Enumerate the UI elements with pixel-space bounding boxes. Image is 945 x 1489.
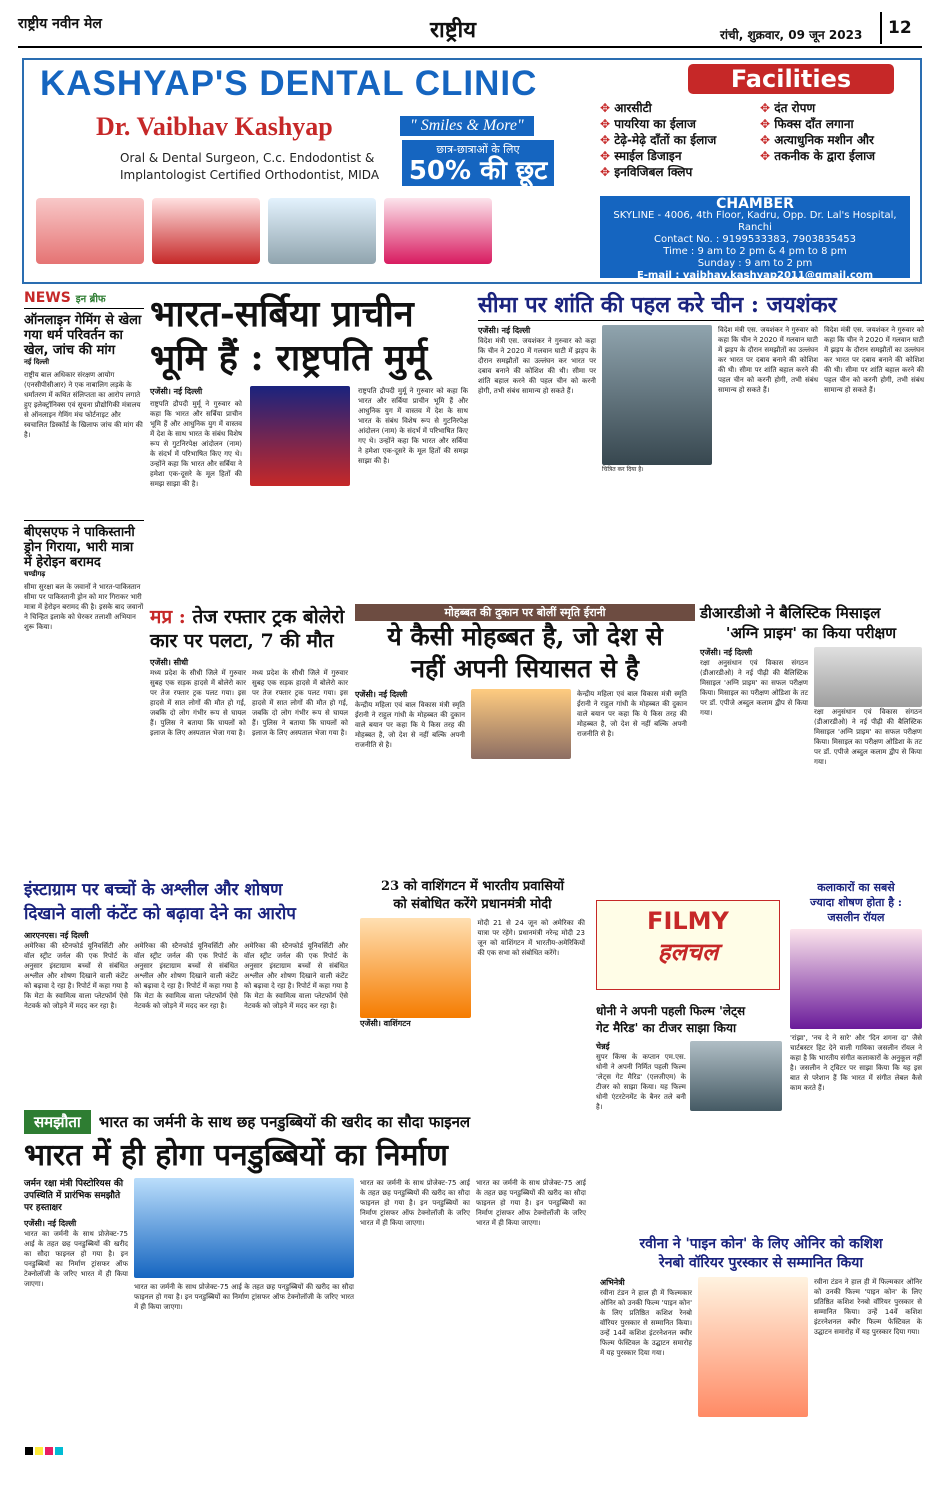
article-title[interactable]: रेनबो वॉरियर पुरस्कार से सम्मानित किया <box>659 1255 863 1271</box>
article-agni-prime <box>700 603 922 767</box>
reg-mark <box>25 1447 33 1455</box>
article-title[interactable]: भारत में ही होगा पनडुब्बियों का निर्माण <box>24 1138 448 1173</box>
article-title[interactable]: जसलीन रॉयल <box>827 911 885 924</box>
article-body: विदेश मंत्री एस. जयशंकर ने गुरुवार को कहा कि चीन ने 2020 में गलवान घाटी में झड़प के दौरान समझौतों का उल्लंघन कर भारत पर दबाव बनाने की कोशिश की थी। सीमा पर शांति बहाल करने की पहल चीन को करनी होगी, तभी संबंध सामान्य हो सकते हैं। <box>478 337 596 395</box>
filmy-halchal-logo <box>596 900 780 990</box>
facilities-list-right <box>760 100 875 164</box>
article-jaishankar <box>478 290 924 475</box>
article-byline: अभिनेत्री <box>600 1278 625 1287</box>
article-byline: आरएनएस। नई दिल्ली <box>24 931 89 940</box>
article-title[interactable]: दिखाने वाली कंटेंट को बढ़ावा देने का आरोप <box>24 904 296 924</box>
qual-line-1: Oral & Dental Surgeon, C.c. Endodontist & <box>120 151 375 165</box>
article-body-continued: भारत का जर्मनी के साथ प्रोजेक्ट-75 आई के तहत छह पनडुब्बियों की खरीद का सौदा फाइनल हो गया है। इन पनडुब्बियों का निर्माण ट्रांसफर ऑफ टेक्नोलॉजी के जरिए भारत में ही किया जाएगा। <box>134 1283 354 1311</box>
article-body-continued: राष्ट्रपति द्रौपदी मुर्मू ने गुरुवार को कहा कि भारत और सर्बिया प्राचीन भूमि हैं और आधुनिक युग में वास्तव में देश के साथ भारत के संबंध विशेष रूप से गुटनिरपेक्ष आंदोलन (नाम) के संदर्भ में परिभाषित किए गए थे। उन्होंने कहा कि भारत और सर्बिया ने हमेशा एक-दूसरे के मूल हितों की समझ साझा की है। <box>358 387 468 465</box>
article-title[interactable]: नहीं अपनी सियासत से है <box>411 654 639 683</box>
halchal-logo-text: हलचल <box>657 938 719 966</box>
article-title[interactable]: को संबोधित करेंगे प्रधानमंत्री मोदी <box>393 897 552 912</box>
doctor-name: Dr. Vaibhav Kashyap <box>96 112 333 141</box>
chamber-address: SKYLINE - 4006, 4th Floor, Kadru, Opp. Dr. Lal's Hospital, Ranchi <box>613 210 897 233</box>
article-title[interactable]: धोनी ने अपनी पहली फिल्म 'लेट्स <box>596 1004 746 1018</box>
chamber-title: CHAMBER <box>716 196 794 212</box>
chamber-info <box>600 196 910 281</box>
smile-image <box>384 198 492 264</box>
article-title[interactable]: कलाकारों का सबसे <box>817 881 895 894</box>
raveena-photo <box>698 1277 808 1417</box>
article-title[interactable]: रवीना ने 'पाइन कोन' के लिए ओनिर को कशिश <box>639 1236 883 1252</box>
smriti-photo <box>471 689 571 759</box>
qualifications <box>120 150 379 184</box>
facility-item: ✥ स्माईल डिजाइन <box>600 148 716 164</box>
article-title[interactable]: डीआरडीओ ने बैलिस्टिक मिसाइल <box>700 604 881 622</box>
article-title[interactable]: 23 को वाशिंगटन में भारतीय प्रवासियों <box>381 879 564 894</box>
photo-caption: चित्रित कर दिया है। <box>602 466 644 473</box>
page-number: 12 <box>888 18 912 38</box>
brief-headline[interactable]: ऑनलाइन गेमिंग से खेला गया धर्म परिवर्तन का खेल, जांच की मांग <box>24 313 142 358</box>
article-body: भारत का जर्मनी के साथ प्रोजेक्ट-75 आई के तहत छह पनडुब्बियों की खरीद का सौदा फाइनल हो गया है। इन पनडुब्बियों का निर्माण ट्रांसफर ऑफ टेक्नोलॉजी के जरिए भारत में ही किया जाएगा। <box>24 1230 128 1288</box>
article-body-continued: अमेरिका की स्टैनफोर्ड यूनिवर्सिटी और वॉल स्ट्रीट जर्नल की एक रिपोर्ट के अनुसार इंस्टाग्राम बच्चों से संबंधित अश्लील और शोषण दिखाने वाली कंटेंट को बढ़ावा दे रहा है। रिपोर्ट में कहा गया है कि मेटा के स्वामित्व वाला प्लेटफॉर्म ऐसे नेटवर्क को जोड़ने में मदद कर रहा है। <box>134 942 238 1010</box>
braces-image <box>152 198 260 264</box>
facility-item: ✥ इनविजिबल क्लिप <box>600 164 716 180</box>
article-body: रक्षा अनुसंधान एवं विकास संगठन (डीआरडीओ) ने नई पीढ़ी की बैलिस्टिक मिसाइल 'अग्नि प्राइम' का सफल परीक्षण किया। मिसाइल का परीक्षण ओडिशा के तट पर डॉ. एपीजे अब्दुल कलाम द्वीप से किया गया। <box>700 659 808 717</box>
article-title[interactable]: कार पर पलटा, 7 की मौत <box>150 630 334 652</box>
article-body-continued: विदेश मंत्री एस. जयशंकर ने गुरुवार को कहा कि चीन ने 2020 में गलवान घाटी में झड़प के दौरान समझौतों का उल्लंघन कर भारत पर दबाव बनाने की कोशिश की थी। सीमा पर शांति बहाल करने की पहल चीन को करनी होगी, तभी संबंध सामान्य हो सकते हैं। <box>718 326 818 394</box>
qual-line-2: Implantologist Certified Orthodontist, MIDA <box>120 168 380 182</box>
article-byline: एजेंसी। नई दिल्ली <box>700 648 753 657</box>
jasleen-photo <box>790 929 922 1029</box>
article-byline: एजेंसी। नई दिल्ली <box>150 387 203 396</box>
article-body: अमेरिका की स्टैनफोर्ड यूनिवर्सिटी और वॉल स्ट्रीट जर्नल की एक रिपोर्ट के अनुसार इंस्टाग्राम बच्चों से संबंधित अश्लील और शोषण दिखाने वाली कंटेंट को बढ़ावा दे रहा है। रिपोर्ट में कहा गया है कि मेटा के स्वामित्व वाला प्लेटफॉर्म ऐसे नेटवर्क को जोड़ने में मदद कर रहा है। <box>24 942 128 1010</box>
article-smriti-irani <box>355 604 695 759</box>
chamber-contact: Contact No. : 9199533383, 7903835453 <box>653 234 857 245</box>
brief-headline[interactable]: बीएसएफ ने पाकिस्तानी ड्रोन गिराया, भारी मात्रा में हेरोइन बरामद <box>24 525 135 570</box>
article-byline: एजेंसी। नई दिल्ली <box>355 690 408 699</box>
article-title[interactable]: इंस्टाग्राम पर बच्चों के अश्लील और शोषण <box>24 880 283 900</box>
article-title[interactable]: तेज रफ्तार ट्रक बोलेरो <box>192 606 345 628</box>
article-byline: एजेंसी। नई दिल्ली <box>24 1219 77 1228</box>
article-byline: एजेंसी। सीधी <box>150 658 189 667</box>
facility-item: ✥ दंत रोपण <box>760 100 875 116</box>
brief-byline: चण्डीगढ़ <box>24 570 46 578</box>
news-tag <box>24 290 144 306</box>
article-dhoni-film <box>596 1003 784 1112</box>
article-truck-accident <box>150 605 350 738</box>
article-title[interactable]: भूमि हैं : राष्ट्रपति मुर्मू <box>150 337 428 379</box>
dentures-image <box>36 198 144 264</box>
clinic-name: KASHYAP'S DENTAL CLINIC <box>40 64 538 103</box>
divider <box>24 520 144 521</box>
dental-images <box>36 198 506 264</box>
article-title[interactable]: ये कैसी मोहब्बत है, जो देश से <box>387 622 663 651</box>
brief-label: इन ब्रीफ <box>75 294 106 305</box>
facilities-title: Facilities <box>688 64 894 94</box>
dhoni-film-photo <box>690 1041 782 1111</box>
offer-percent: 50% की छूट <box>408 156 548 186</box>
facilities-list-left <box>600 100 716 180</box>
article-body: राष्ट्रपति द्रौपदी मुर्मू ने गुरुवार को कहा कि भारत और सर्बिया प्राचीन भूमि हैं और आधुनिक युग में वास्तव में देश के साथ भारत के संबंध विशेष रूप से गुटनिरपेक्ष आंदोलन (नाम) के संदर्भ में परिभाषित किए गए थे। उन्होंने कहा कि भारत और सर्बिया ने हमेशा एक-दूसरे के मूल हितों की समझ साझा की है। <box>150 400 242 488</box>
newspaper-logo: राष्ट्रीय नवीन मेल <box>18 16 102 32</box>
article-instagram <box>24 878 354 1011</box>
news-brief-column <box>24 290 144 632</box>
article-body-continued: विदेश मंत्री एस. जयशंकर ने गुरुवार को कहा कि चीन ने 2020 में गलवान घाटी में झड़प के दौरान समझौतों का उल्लंघन कर भारत पर दबाव बनाने की कोशिश की थी। सीमा पर शांति बहाल करने की पहल चीन को करनी होगी, तभी संबंध सामान्य हो सकते हैं। <box>824 326 924 394</box>
facility-item: ✥ अत्याधुनिक मशीन और <box>760 132 875 148</box>
implant-image <box>268 198 376 264</box>
article-byline: एजेंसी। वाशिंगटन <box>360 1019 411 1028</box>
article-modi-washington <box>360 878 585 1029</box>
student-offer <box>402 140 554 186</box>
article-title[interactable]: गेट मैरिड' का टीजर साझा किया <box>596 1021 737 1035</box>
article-body: 'रांझा', 'नच दे ने सारे' और 'दिन शगना दा' जैसे चार्टबस्टर हिट देने वाली गायिका जसलीन रॉयल ने कहा है कि भारतीय संगीत कलाकारों के अनुकूल नहीं है। जसलीन ने ट्विटर पर साझा किया कि यह इस बात से परेशान हैं कि भारत में संगीत लेबल कैसे काम करते हैं। <box>790 1034 922 1092</box>
issue-date: रांची, शुक्रवार, 09 जून 2023 <box>720 28 863 42</box>
article-kicker: मोहब्बत की दुकान पर बोलीं स्मृति ईरानी <box>355 604 695 621</box>
modi-photo <box>360 918 471 1018</box>
article-body: मोदी 21 से 24 जून को अमेरिका की यात्रा पर रहेंगे। प्रधानमंत्री नरेन्द्र मोदी 23 जून को वाशिंगटन में भारतीय-अमेरिकियों की एक सभा को संबोधित करेंगे। <box>477 919 585 957</box>
article-body: केन्द्रीय महिला एवं बाल विकास मंत्री स्मृति ईरानी ने राहुल गांधी के मोहब्बत की दुकान वाले बयान पर कहा कि ये किस तरह की मोहब्बत है, जो देश से नहीं बल्कि अपनी राजनीति से है। <box>355 701 465 749</box>
article-body: सुपर किंग्स के कप्तान एम.एस. धोनी ने अपनी निर्मित पहली फिल्म 'लेट्स गेट मैरिड' (एलजीएम) के टीजर को साझा किया। यह फिल्म धोनी एंटरटेनमेंट के बैनर तले बनी है। <box>596 1053 686 1111</box>
facility-item: ✥ टेढ़े-मेढ़े दाँतों का ईलाज <box>600 132 716 148</box>
article-jasleen <box>790 880 922 1093</box>
missile-photo <box>814 647 922 707</box>
president-photo <box>250 386 350 486</box>
filmy-logo-text: FILMY <box>647 907 729 935</box>
article-title[interactable]: 'अग्नि प्राइम' का किया परीक्षण <box>725 624 897 642</box>
divider <box>24 308 144 309</box>
brief-body: सीमा सुरक्षा बल के जवानों ने भारत-पाकिस्तान सीमा पर पाकिस्तानी ड्रोन को मार गिराकर भारी मात्रा में हेरोइन बरामद की है। इसके बाद जवानों ने चिन्हित इलाके को घेरकर तलाशी अभियान शुरू किया। <box>24 583 144 631</box>
chamber-email[interactable]: E-mail : vaibhav.kashyap2011@gmail.com <box>636 270 874 281</box>
divider <box>478 320 924 321</box>
article-byline: एजेंसी। नई दिल्ली <box>478 326 531 335</box>
reg-mark <box>35 1447 43 1455</box>
dental-clinic-ad[interactable] <box>22 58 922 284</box>
article-submarines <box>24 1110 594 1312</box>
facility-item: ✥ फिक्स दाँत लगाना <box>760 116 875 132</box>
article-india-serbia <box>150 292 470 489</box>
section-title: राष्ट्रीय <box>430 17 477 43</box>
article-body-continued: मध्य प्रदेश के सीधी जिले में गुरुवार सुबह एक सड़क हादसे में बोलेरो कार पर तेज रफ्तार ट्रक पलट गया। इस हादसे में सात लोगों की मौत हो गई, जबकि दो लोग गंभीर रूप से घायल हैं। पुलिस ने बताया कि घायलों को इलाज के लिए अस्पताल भेजा गया है। <box>252 669 348 737</box>
article-title[interactable]: भारत-सर्बिया प्राचीन <box>150 293 414 335</box>
facility-item: ✥ तकनीक के द्वारा ईलाज <box>760 148 875 164</box>
news-label: NEWS <box>24 290 71 306</box>
article-tag: मप्र : <box>150 606 186 628</box>
jaishankar-photo <box>602 325 712 465</box>
article-body-continued: रवीना टंडन ने हाल ही में फिल्मकार ओनिर को उनकी फिल्म 'पाइन कोन' के लिए प्रतिष्ठित कशिश रेनबो वॉरियर पुरस्कार से सम्मानित किया। उन्हें 14वें कशिश इंटरनेशनल क्वीर फिल्म फेस्टिवल के उद्घाटन समारोह में यह पुरस्कार दिया गया। <box>814 1278 922 1336</box>
article-body: रवीना टंडन ने हाल ही में फिल्मकार ओनिर को उनकी फिल्म 'पाइन कोन' के लिए प्रतिष्ठित कशिश रेनबो वॉरियर पुरस्कार से सम्मानित किया। उन्हें 14वें कशिश इंटरनेशनल क्वीर फिल्म फेस्टिवल के उद्घाटन समारोह में यह पुरस्कार दिया गया। <box>600 1289 692 1357</box>
offer-label: छात्र-छात्राओं के लिए <box>436 143 520 156</box>
divider <box>880 12 882 44</box>
masthead <box>0 0 945 52</box>
submarine-deal-photo <box>134 1178 354 1278</box>
article-title[interactable]: ज्यादा शोषण होता है : <box>810 896 902 909</box>
article-body-continued: भारत का जर्मनी के साथ प्रोजेक्ट-75 आई के तहत छह पनडुब्बियों की खरीद का सौदा फाइनल हो गया है। इन पनडुब्बियों का निर्माण ट्रांसफर ऑफ टेक्नोलॉजी के जरिए भारत में ही किया जाएगा। <box>360 1179 470 1227</box>
registration-marks <box>24 1440 924 1454</box>
article-title[interactable]: सीमा पर शांति की पहल करे चीन : जयशंकर <box>478 292 837 318</box>
reg-mark <box>45 1447 53 1455</box>
article-body-continued: भारत का जर्मनी के साथ प्रोजेक्ट-75 आई के तहत छह पनडुब्बियों की खरीद का सौदा फाइनल हो गया है। इन पनडुब्बियों का निर्माण ट्रांसफर ऑफ टेक्नोलॉजी के जरिए भारत में ही किया जाएगा। <box>476 1179 586 1227</box>
article-subtitle: जर्मन रक्षा मंत्री पिस्टोरियस की उपस्थिति में प्रारंभिक समझौते पर हस्ताक्षर <box>24 1179 124 1213</box>
article-raveena <box>600 1235 922 1417</box>
article-tag: समझौता <box>24 1110 91 1134</box>
reg-mark <box>55 1447 63 1455</box>
article-body-continued: अमेरिका की स्टैनफोर्ड यूनिवर्सिटी और वॉल स्ट्रीट जर्नल की एक रिपोर्ट के अनुसार इंस्टाग्राम बच्चों से संबंधित अश्लील और शोषण दिखाने वाली कंटेंट को बढ़ावा दे रहा है। रिपोर्ट में कहा गया है कि मेटा के स्वामित्व वाला प्लेटफॉर्म ऐसे नेटवर्क को जोड़ने में मदद कर रहा है। <box>244 942 348 1010</box>
brief-byline: नई दिल्ली <box>24 358 50 366</box>
article-body-continued: केन्द्रीय महिला एवं बाल विकास मंत्री स्मृति ईरानी ने राहुल गांधी के मोहब्बत की दुकान वाले बयान पर कहा कि ये किस तरह की मोहब्बत है, जो देश से नहीं बल्कि अपनी राजनीति से है। <box>577 690 687 738</box>
article-body: मध्य प्रदेश के सीधी जिले में गुरुवार सुबह एक सड़क हादसे में बोलेरो कार पर तेज रफ्तार ट्रक पलट गया। इस हादसे में सात लोगों की मौत हो गई, जबकि दो लोग गंभीर रूप से घायल हैं। पुलिस ने बताया कि घायलों को इलाज के लिए अस्पताल भेजा गया है। <box>150 669 246 737</box>
article-headline[interactable]: भारत का जर्मनी के साथ छह पनडुब्बियों की खरीद का सौदा फाइनल <box>98 1113 471 1131</box>
tagline: " Smiles & More" <box>400 116 534 136</box>
facility-item: ✥ आरसीटी <box>600 100 716 116</box>
brief-body: राष्ट्रीय बाल अधिकार संरक्षण आयोग (एनसीपीसीआर) ने एक नाबालिग लड़के के धर्मांतरण में कथित संलिप्तता का आरोप लगाते हुए इलेक्ट्रॉनिक्स एवं सूचना प्रौद्योगिकी मंत्रालय से ऑनलाइन गेमिंग मंच फोर्टनाइट और स्वचालित डिस्कॉर्ड के खिलाफ जांच की मांग की है। <box>24 371 143 439</box>
header-rule <box>18 46 922 48</box>
article-byline: चेन्नई <box>596 1042 610 1051</box>
article-body-continued: रक्षा अनुसंधान एवं विकास संगठन (डीआरडीओ) ने नई पीढ़ी की बैलिस्टिक मिसाइल 'अग्नि प्राइम' का सफल परीक्षण किया। मिसाइल का परीक्षण ओडिशा के तट पर डॉ. एपीजे अब्दुल कलाम द्वीप से किया गया। <box>814 708 922 766</box>
chamber-sunday: Sunday : 9 am to 2 pm <box>697 258 813 269</box>
facility-item: ✥ पायरिया का ईलाज <box>600 116 716 132</box>
chamber-time: Time : 9 am to 2 pm & 4 pm to 8 pm <box>663 246 847 257</box>
